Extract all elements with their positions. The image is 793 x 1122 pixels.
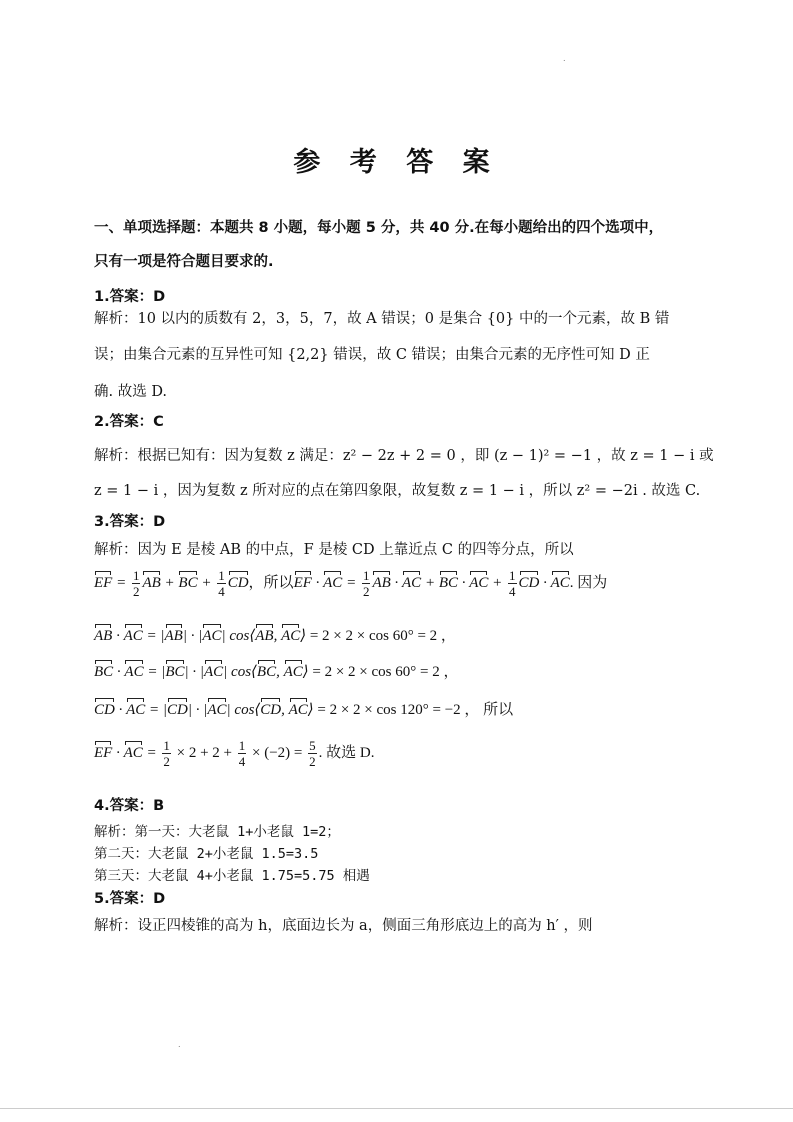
q4-explanation-line2: 第二天：大老鼠 2+小老鼠 1.5=3.5 — [94, 846, 319, 862]
vector-ac-9: AC — [204, 660, 223, 681]
vector-ef: EF — [94, 571, 112, 592]
q4-answer: 4.答案：B — [94, 798, 165, 814]
vector-ef-3: EF — [94, 741, 112, 762]
footer-mark: . — [178, 1040, 181, 1049]
vector-ac-12: AC — [207, 698, 226, 719]
vector-bc-5: BC — [257, 660, 276, 681]
vector-ac-8: AC — [124, 660, 143, 681]
vector-ac-11: AC — [126, 698, 145, 719]
eq4-result: = 2 × 2 × cos 120° = −2 ， 所以 — [317, 702, 514, 718]
vector-cd: CD — [228, 571, 249, 592]
q3-answer: 3.答案：D — [94, 514, 166, 530]
q1-explanation-line1: 解析：10 以内的质数有 2，3，5，7，故 A 错误；0 是集合 {0} 中的一个元素，故 B 错 — [94, 311, 670, 327]
q2-explanation-line1: 解析：根据已知有：因为复数 z 满足：z² − 2z + 2 = 0 ，即 (z − 1)² = −1 ，故 z = 1 − i 或 — [94, 448, 714, 464]
vector-ac-13: AC — [289, 698, 308, 719]
vector-cd-5: CD — [260, 698, 281, 719]
eq2-result: = 2 × 2 × cos 60° = 2 ， — [309, 628, 456, 644]
page-title: 参 考 答 案 — [293, 147, 500, 178]
q5-answer: 5.答案：D — [94, 891, 166, 907]
q3-equation-3: BC · AC = |BC| · |AC| cos⟨BC, AC⟩ = 2 × 2 × cos 60° = 2 ， — [94, 660, 458, 681]
vector-ac-10: AC — [284, 660, 303, 681]
q1-answer: 1.答案：D — [94, 289, 166, 305]
vector-ac-6: AC — [202, 624, 221, 645]
fraction-half: $\frac{1}{2}$ — [132, 568, 140, 599]
eq1-end: . 因为 — [569, 574, 608, 591]
q3-equation-1: EF = $\frac{1}{2}$ AB + BC + $\frac{1}{4}$ CD，所以EF · AC = $\frac{1}{2}$ AB · AC + BC · AC + $\frac{1}{4}$ CD · AC. 因为 — [94, 568, 608, 599]
vector-ab-3: AB — [94, 624, 112, 645]
vector-ac-2: AC — [402, 571, 421, 592]
vector-ef-2: EF — [294, 571, 312, 592]
eq1-connector: ，所以 — [248, 574, 294, 591]
vector-ac-4: AC — [551, 571, 570, 592]
section-heading-line2: 只有一项是符合题目要求的. — [94, 254, 274, 270]
eq3-result: = 2 × 2 × cos 60° = 2 ， — [312, 664, 459, 680]
vector-ac-5: AC — [124, 624, 143, 645]
vector-bc-2: BC — [439, 571, 458, 592]
q1-explanation-line3: 确. 故选 D. — [94, 384, 168, 400]
vector-bc-3: BC — [94, 660, 113, 681]
vector-ac-7: AC — [281, 624, 300, 645]
q3-equation-2: AB · AC = |AB| · |AC| cos⟨AB, AC⟩ = 2 × 2 × cos 60° = 2 ， — [94, 624, 456, 645]
vector-ac-14: AC — [124, 741, 143, 762]
vector-ab-5: AB — [255, 624, 273, 645]
q3-equation-5: EF · AC = $\frac{1}{2}$ × 2 + 2 + $\frac{1}{4}$ × (−2) = $\frac{5}{2}$ . 故选 D. — [94, 738, 375, 769]
vector-cd-2: CD — [519, 571, 540, 592]
fraction-half-3: $\frac{1}{2}$ — [163, 738, 170, 769]
fraction-half-2: $\frac{1}{2}$ — [362, 568, 370, 599]
q1-explanation-line2: 误；由集合元素的互异性可知 {2,2} 错误，故 C 错误；由集合元素的无序性可知 D 正 — [94, 347, 650, 363]
section-heading-line1: 一、单项选择题：本题共 8 小题，每小题 5 分，共 40 分.在每小题给出的四个选项中， — [94, 220, 664, 236]
vector-ac-3: AC — [469, 571, 488, 592]
page-bottom-rule — [0, 1108, 793, 1109]
vector-ab: AB — [142, 571, 160, 592]
fraction-quarter-2: $\frac{1}{4}$ — [509, 568, 516, 599]
vector-cd-3: CD — [94, 698, 115, 719]
header-mark: . — [563, 54, 566, 63]
q2-explanation-line2: z = 1 − i ，因为复数 z 所对应的点在第四象限，故复数 z = 1 − i ，所以 z² = −2i . 故选 C. — [94, 483, 701, 499]
eq5-end: . 故选 D. — [318, 744, 375, 761]
fraction-five-halves: $\frac{5}{2}$ — [309, 738, 316, 769]
vector-ab-4: AB — [165, 624, 183, 645]
q4-explanation-line3: 第三天：大老鼠 4+小老鼠 1.75=5.75 相遇 — [94, 868, 370, 884]
q2-answer: 2.答案：C — [94, 414, 164, 430]
fraction-quarter: $\frac{1}{4}$ — [218, 568, 225, 599]
vector-bc-4: BC — [165, 660, 184, 681]
q3-explanation-line1: 解析：因为 E 是棱 AB 的中点，F 是棱 CD 上靠近点 C 的四等分点，所以 — [94, 542, 574, 558]
q5-explanation-line1: 解析：设正四棱锥的高为 h，底面边长为 a，侧面三角形底边上的高为 h′ ，则 — [94, 918, 593, 934]
vector-ac: AC — [323, 571, 342, 592]
fraction-quarter-3: $\frac{1}{4}$ — [238, 738, 246, 769]
q3-equation-4: CD · AC = |CD| · |AC| cos⟨CD, AC⟩ = 2 × 2 × cos 120° = −2 ， 所以 — [94, 698, 513, 719]
vector-cd-4: CD — [167, 698, 188, 719]
vector-bc: BC — [178, 571, 197, 592]
vector-ab-2: AB — [372, 571, 390, 592]
q4-explanation-line1: 解析：第一天：大老鼠 1+小老鼠 1=2； — [94, 824, 340, 840]
